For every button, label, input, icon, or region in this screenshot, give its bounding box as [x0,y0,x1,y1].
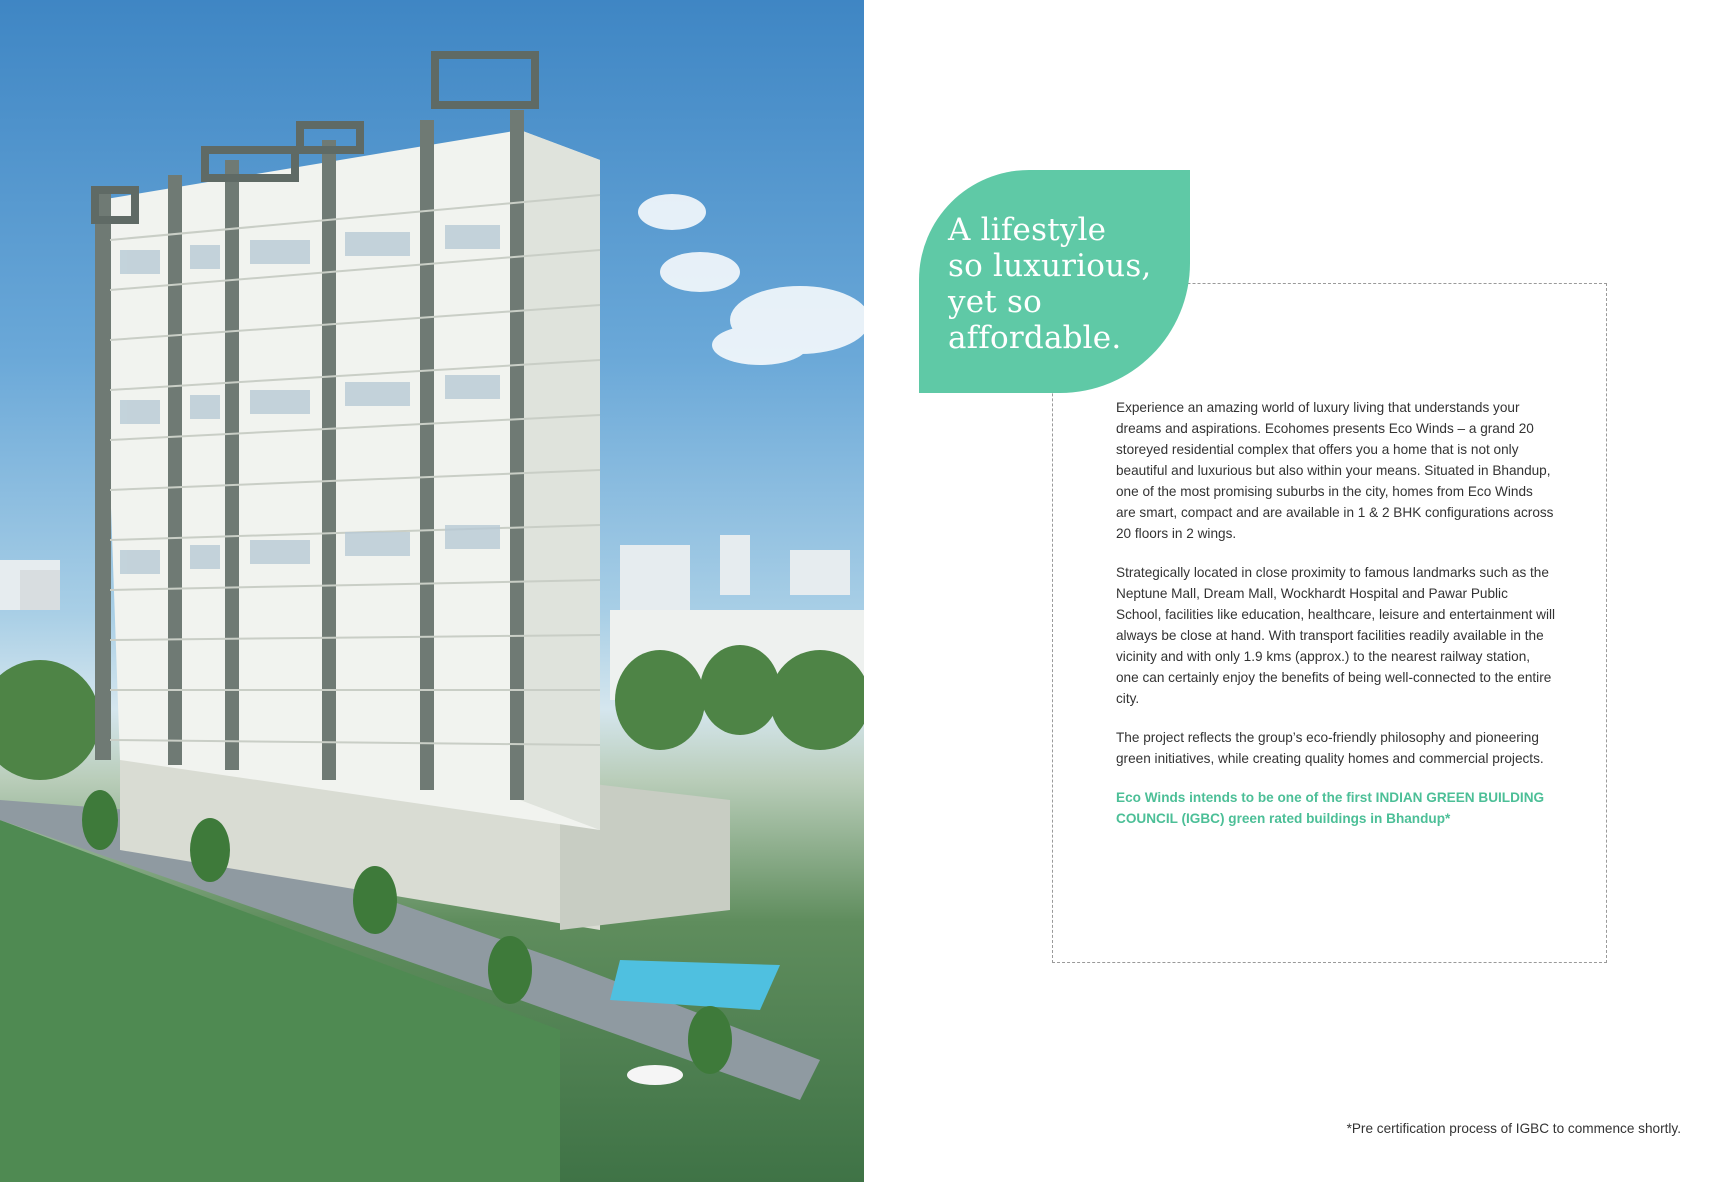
paragraph-location: Strategically located in close proximity to famous landmarks such as the Neptune Mall, Dream Mall, Wockhardt Hospital and Pawar Public School, facilities like education, healthcare, leisure and entertainment will always be close at hand. With transport facilities readily available in the vicinity and with only 1.9 kms (approx.) to the nearest railway station, one can certainly enjoy the benefits of being well-connected to the entire city. [1116,565,1556,706]
body-copy [1116,397,1556,847]
headline-line: yet so [948,284,1042,320]
headline-line: affordable. [948,320,1122,356]
headline-line: so luxurious, [948,248,1152,284]
headline-line: A lifestyle [948,212,1107,248]
igbc-highlight: Eco Winds intends to be one of the first INDIAN GREEN BUILDING COUNCIL (IGBC) green rated buildings in Bhandup* [1116,790,1545,826]
footnote: *Pre certification process of IGBC to commence shortly. [1346,1121,1681,1136]
headline [948,212,1178,356]
paragraph-intro: Experience an amazing world of luxury living that understands your dreams and aspirations. Ecohomes presents Eco Winds – a grand 20 storeyed residential complex that offers you a home that is not only beautiful and luxurious but also within your means. Situated in Bhandup, one of the most promising suburbs in the city, homes from Eco Winds are smart, compact and are available in 1 & 2 BHK configurations across 20 floors in 2 wings. [1116,400,1554,541]
paragraph-philosophy: The project reflects the group’s eco-friendly philosophy and pioneering green initiatives, while creating quality homes and commercial projects. [1116,730,1544,766]
